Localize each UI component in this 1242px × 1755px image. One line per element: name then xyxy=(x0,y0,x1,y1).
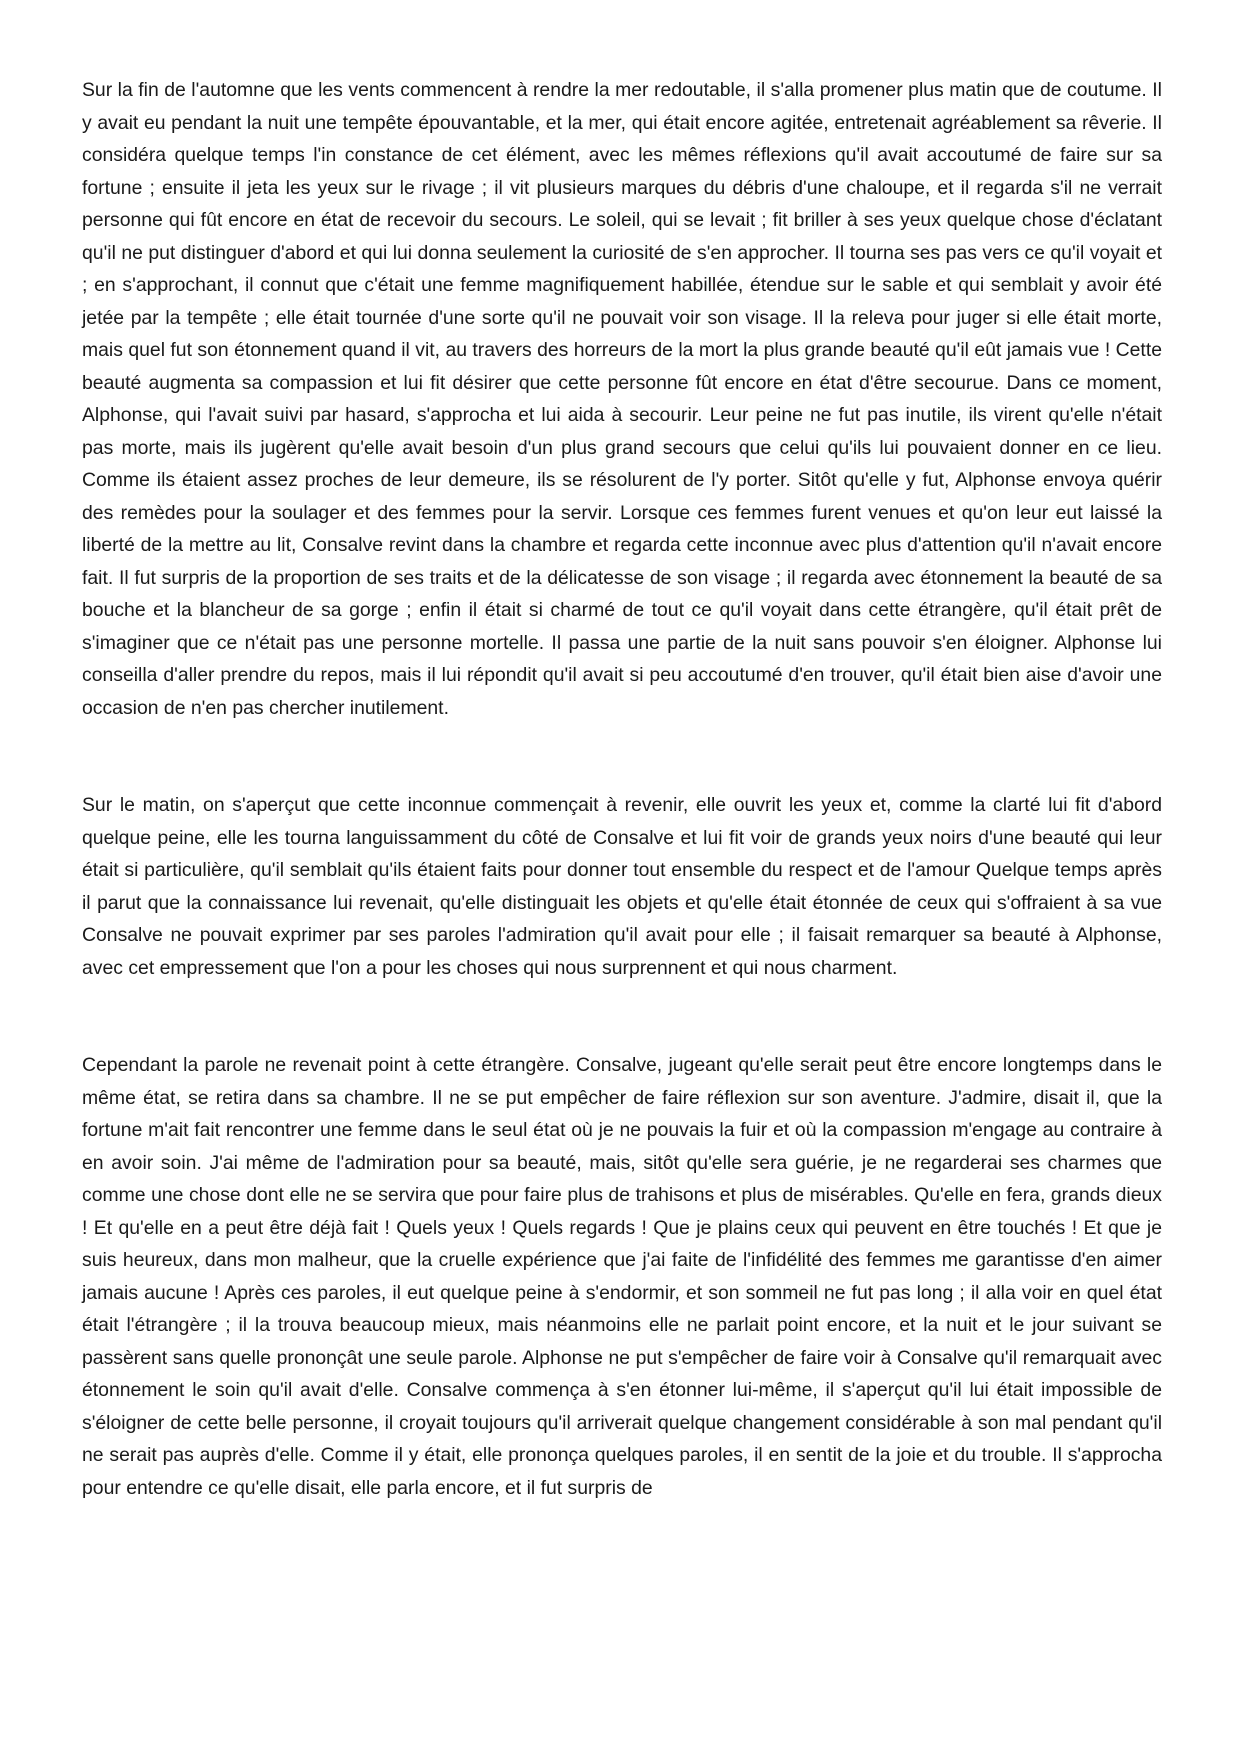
document-page xyxy=(82,74,1162,1504)
paragraph-1: Sur la fin de l'automne que les vents commencent à rendre la mer redoutable, il s'alla promener plus matin que de coutume. Il y avait eu pendant la nuit une tempête épouvantable, et la mer, qui était encore agitée, entretenait agréablement sa rêverie. Il considéra quelque temps l'in constance de cet élément, avec les mêmes réflexions qu'il avait accoutumé de faire sur sa fortune ; ensuite il jeta les yeux sur le rivage ; il vit plusieurs marques du débris d'une chaloupe, et il regarda s'il ne verrait personne qui fût encore en état de recevoir du secours. Le soleil, qui se levait ; fit briller à ses yeux quelque chose d'éclatant qu'il ne put distinguer d'abord et qui lui donna seulement la curiosité de s'en approcher. Il tourna ses pas vers ce qu'il voyait et ; en s'approchant, il connut que c'était une femme magnifiquement habillée, étendue sur le sable et qui semblait y avoir été jetée par la tempête ; elle était tournée d'une sorte qu'il ne pouvait voir son visage. Il la releva pour juger si elle était morte, mais quel fut son étonnement quand il vit, au travers des horreurs de la mort la plus grande beauté qu'il eût jamais vue ! Cette beauté augmenta sa compassion et lui fit désirer que cette personne fût encore en état d'être secourue. Dans ce moment, Alphonse, qui l'avait suivi par hasard, s'approcha et lui aida à secourir. Leur peine ne fut pas inutile, ils virent qu'elle n'était pas morte, mais ils jugèrent qu'elle avait besoin d'un plus grand secours que celui qu'ils lui pouvaient donner en ce lieu. Comme ils étaient assez proches de leur demeure, ils se résolurent de l'y porter. Sitôt qu'elle y fut, Alphonse envoya quérir des remèdes pour la soulager et des femmes pour la servir. Lorsque ces femmes furent venues et qu'on leur eut laissé la liberté de la mettre au lit, Consalve revint dans la chambre et regarda cette inconnue avec plus d'attention qu'il n'avait encore fait. Il fut surpris de la proportion de ses traits et de la délicatesse de son visage ; il regarda avec étonnement la beauté de sa bouche et la blancheur de sa gorge ; enfin il était si charmé de tout ce qu'il voyait dans cette étrangère, qu'il était prêt de s'imaginer que ce n'était pas une personne mortelle. Il passa une partie de la nuit sans pouvoir s'en éloigner. Alphonse lui conseilla d'aller prendre du repos, mais il lui répondit qu'il avait si peu accoutumé d'en trouver, qu'il était bien aise d'avoir une occasion de n'en pas chercher inutilement. xyxy=(82,79,1162,719)
paragraph-2: Sur le matin, on s'aperçut que cette inconnue commençait à revenir, elle ouvrit les yeux et, comme la clarté lui fit d'abord quelque peine, elle les tourna languissamment du côté de Consalve et lui fit voir de grands yeux noirs d'une beauté qui leur était si particulière, qu'il semblait qu'ils étaient faits pour donner tout ensemble du respect et de l'amour Quelque temps après il parut que la connaissance lui revenait, qu'elle distinguait les objets et qu'elle était étonnée de ceux qui s'offraient à sa vue Consalve ne pouvait exprimer par ses paroles l'admiration qu'il avait pour elle ; il faisait remarquer sa beauté à Alphonse, avec cet empressement que l'on a pour les choses qui nous surprennent et qui nous charment. xyxy=(82,794,1162,979)
paragraph-3: Cependant la parole ne revenait point à cette étrangère. Consalve, jugeant qu'elle serait peut être encore longtemps dans le même état, se retira dans sa chambre. Il ne se put empêcher de faire réflexion sur son aventure. J'admire, disait il, que la fortune m'ait fait rencontrer une femme dans le seul état où je ne pouvais la fuir et où la compassion m'engage au contraire à en avoir soin. J'ai même de l'admiration pour sa beauté, mais, sitôt qu'elle sera guérie, je ne regarderai ses charmes que comme une chose dont elle ne se servira que pour faire plus de trahisons et plus de misérables. Qu'elle en fera, grands dieux ! Et qu'elle en a peut être déjà fait ! Quels yeux ! Quels regards ! Que je plains ceux qui peuvent en être touchés ! Et que je suis heureux, dans mon malheur, que la cruelle expérience que j'ai faite de l'infidélité des femmes me garantisse d'en aimer jamais aucune ! Après ces paroles, il eut quelque peine à s'endormir, et son sommeil ne fut pas long ; il alla voir en quel état était l'étrangère ; il la trouva beaucoup mieux, mais néanmoins elle ne parlait point encore, et la nuit et le jour suivant se passèrent sans quelle prononçât une seule parole. Alphonse ne put s'empêcher de faire voir à Consalve qu'il remarquait avec étonnement le soin qu'il avait d'elle. Consalve commença à s'en étonner lui-même, il s'aperçut qu'il lui était impossible de s'éloigner de cette belle personne, il croyait toujours qu'il arriverait quelque changement considérable à son mal pendant qu'il ne serait pas auprès d'elle. Comme il y était, elle prononça quelques paroles, il en sentit de la joie et du trouble. Il s'approcha pour entendre ce qu'elle disait, elle parla encore, et il fut surpris de xyxy=(82,1054,1162,1499)
